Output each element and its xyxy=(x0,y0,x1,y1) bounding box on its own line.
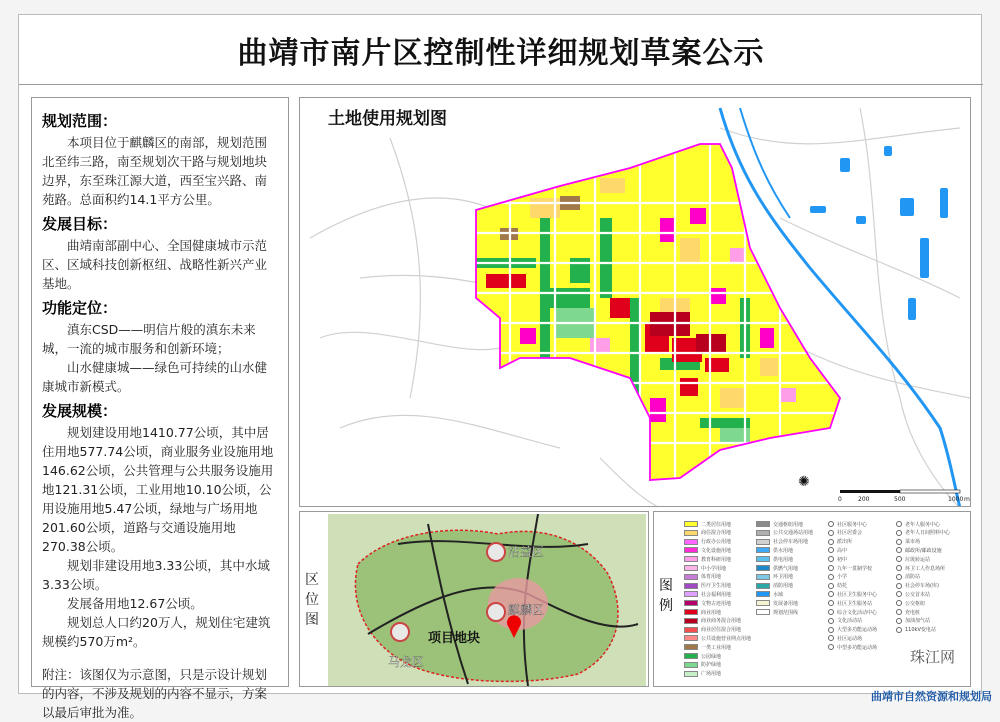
scale-heading: 发展规模： xyxy=(42,402,278,421)
legend-item xyxy=(828,617,862,625)
legend-item xyxy=(684,573,721,581)
project-label: 项目地块 xyxy=(428,630,480,646)
legend-swatch xyxy=(896,627,902,633)
legend-item-label: 派出所 xyxy=(837,538,852,545)
legend-swatch xyxy=(828,591,834,597)
legend-item xyxy=(756,608,798,616)
legend-swatch xyxy=(684,653,698,659)
legend-item-label: 社区卫生服务站 xyxy=(837,600,872,607)
legend-swatch xyxy=(828,521,834,527)
legend-item xyxy=(828,520,867,528)
legend-item-label: 商住混合用地 xyxy=(701,529,731,536)
scale-tick-0: 0 xyxy=(838,496,842,503)
scale-text-2: 规划非建设用地3.33公顷，其中水域3.33公顷。 xyxy=(42,556,278,594)
legend-item-label: 中小学用地 xyxy=(701,565,726,572)
page-title: 曲靖市南片区控制性详细规划草案公示 xyxy=(19,15,983,85)
legend-item xyxy=(684,529,731,537)
scale-bar xyxy=(798,474,970,503)
legend-swatch xyxy=(828,530,834,536)
role-heading: 功能定位： xyxy=(42,299,278,318)
legend-item-label: 环卫工人作息场所 xyxy=(905,565,945,572)
legend-item-label: 二类居住用地 xyxy=(701,521,731,528)
legend-item-label: 教育科研用地 xyxy=(701,556,731,563)
legend-item xyxy=(896,546,942,554)
legend-item xyxy=(828,608,877,616)
scale-tick-2: 500 xyxy=(894,496,906,503)
legend-item xyxy=(896,555,930,563)
location-map xyxy=(328,514,646,686)
legend-item xyxy=(828,634,862,642)
legend-swatch xyxy=(684,600,698,606)
legend-item-label: 综合文化活动中心 xyxy=(837,609,877,616)
legend-item-label: 垃圾转运站 xyxy=(905,556,930,563)
legend-item-label: 初中 xyxy=(837,556,847,563)
legend-swatch xyxy=(828,556,834,562)
legend-item xyxy=(684,590,731,598)
legend-swatch xyxy=(684,635,698,641)
goal-text: 曲靖南部副中心、全国健康城市示范区、区域科技创新枢纽、战略性新兴产业基地。 xyxy=(42,236,278,293)
legend-item xyxy=(896,599,925,607)
goal-heading: 发展目标： xyxy=(42,215,278,234)
legend-item xyxy=(684,582,731,590)
legend-item-label: 小学 xyxy=(837,573,847,580)
map-title: 土地使用规划图 xyxy=(328,104,447,129)
legend-swatch xyxy=(828,539,834,545)
legend-swatch xyxy=(756,539,770,545)
legend-swatch xyxy=(828,583,834,589)
location-label: 区位图 xyxy=(304,570,320,630)
legend-swatch xyxy=(896,521,902,527)
location-map-svg xyxy=(328,514,646,686)
legend-item-label: 文化活动站 xyxy=(837,617,862,624)
legend-item xyxy=(828,546,847,554)
legend-swatch xyxy=(684,521,698,527)
legend-item xyxy=(828,643,877,651)
legend-item xyxy=(896,617,930,625)
legend-item xyxy=(756,599,798,607)
info-panel xyxy=(31,97,289,687)
legend-swatch xyxy=(896,565,902,571)
legend-item xyxy=(684,643,731,651)
legend-item xyxy=(684,617,741,625)
legend-item xyxy=(684,652,721,660)
planning-area-blocks xyxy=(470,138,850,488)
legend-item xyxy=(756,520,803,528)
legend-item xyxy=(684,608,721,616)
legend-item xyxy=(896,582,939,590)
scale-tick-1: 200 xyxy=(858,496,870,503)
legend-item-label: 供水用地 xyxy=(773,547,793,554)
legend-item-label: 商业用地 xyxy=(701,609,721,616)
legend-item-label: 大型多功能运动场 xyxy=(837,626,877,633)
legend-swatch xyxy=(756,521,770,527)
legend-item-label: 社会停车场(库) xyxy=(905,582,939,589)
legend-item xyxy=(756,529,813,537)
legend-item-label: 社区居委会 xyxy=(837,529,862,536)
legend-swatch xyxy=(896,539,902,545)
legend-swatch xyxy=(896,574,902,580)
scope-text: 本项目位于麒麟区的南部，规划范围北至纬三路，南至规划次干路与规划地块边界，东至珠江源大道，西至宝兴路、南苑路。总面积约14.1平方公里。 xyxy=(42,133,278,209)
legend-item xyxy=(828,626,877,634)
legend-item xyxy=(684,520,731,528)
legend-swatch xyxy=(828,574,834,580)
legend-item xyxy=(828,582,847,590)
legend-item-label: 九年一贯制学校 xyxy=(837,565,872,572)
legend-swatch xyxy=(828,644,834,650)
legend-item-label: 商业居住混合用地 xyxy=(701,626,741,633)
scale-tick-3: 1000 xyxy=(948,496,963,503)
legend-item-label: 行政办公用地 xyxy=(701,538,731,545)
legend-item-label: 医疗卫生用地 xyxy=(701,582,731,589)
legend-swatch xyxy=(828,547,834,553)
legend-swatch xyxy=(756,583,770,589)
legend-item-label: 公共设施营业网点用地 xyxy=(701,635,751,642)
legend-swatch xyxy=(684,662,698,668)
district-north-label: 沾益区 xyxy=(508,544,544,559)
legend-item xyxy=(756,538,808,546)
legend-item xyxy=(896,538,920,546)
legend-swatch xyxy=(756,547,770,553)
legend-item xyxy=(896,626,936,634)
legend-item xyxy=(684,538,731,546)
legend-item xyxy=(828,590,877,598)
note-text: 附注：该图仅为示意图，只是示设计规划的内容，不涉及规划的内容不显示，方案以最后审批为准。 xyxy=(42,665,278,722)
legend-swatch xyxy=(684,671,698,677)
legend-item xyxy=(828,529,862,537)
scale-unit: m xyxy=(964,496,970,503)
legend-item-label: 环卫用地 xyxy=(773,573,793,580)
legend-item xyxy=(756,564,798,572)
legend-item xyxy=(828,555,847,563)
legend-swatch xyxy=(756,600,770,606)
legend-swatch xyxy=(756,609,770,615)
legend-item-label: 商业商务混合用地 xyxy=(701,617,741,624)
scale-text-1: 规划建设用地1410.77公顷，其中居住用地577.74公顷，商业服务业设施用地146.62公顷，公共管理与公共服务设施用地121.31公顷，工业用地10.10公顷，公用设施用地5.47公顷，绿地与广场用地201.60公顷，道路与交通设施用地270.38公顷。 xyxy=(42,423,278,556)
legend-swatch xyxy=(828,618,834,624)
legend-item xyxy=(684,670,721,678)
legend-item-label: 公交首末站 xyxy=(905,591,930,598)
scope-heading: 规划范围： xyxy=(42,112,278,131)
legend-item-label: 消防用地 xyxy=(773,582,793,589)
legend-swatch xyxy=(896,556,902,562)
scale-text-4: 规划总人口约20万人，规划住宅建筑规模约570万m²。 xyxy=(42,613,278,651)
legend-item xyxy=(684,661,721,669)
legend-item-label: 幼托 xyxy=(837,582,847,589)
legend-swatch xyxy=(684,530,698,536)
legend-item-label: 发展备用地 xyxy=(773,600,798,607)
legend-swatch xyxy=(684,574,698,580)
legend-item-label: 110kV变电站 xyxy=(905,626,936,633)
legend-item xyxy=(896,573,920,581)
legend-item xyxy=(684,546,731,554)
legend-item-label: 加油加气站 xyxy=(905,617,930,624)
legend-swatch xyxy=(756,530,770,536)
role-text-1: 滇东CSD——明信片般的滇东未来城，一流的城市服务和创新环境； xyxy=(42,320,278,358)
legend-item xyxy=(684,555,731,563)
legend-item-label: 高中 xyxy=(837,547,847,554)
legend-swatch xyxy=(828,600,834,606)
legend-swatch xyxy=(684,556,698,562)
legend-item-label: 公交枢纽 xyxy=(905,600,925,607)
land-use-map xyxy=(299,97,971,507)
legend-item xyxy=(756,573,793,581)
legend-item-label: 社会停车场用地 xyxy=(773,538,808,545)
legend-item xyxy=(896,590,930,598)
legend-item-label: 消防站 xyxy=(905,573,920,580)
legend-item xyxy=(684,599,731,607)
legend-item xyxy=(896,529,950,537)
legend-item xyxy=(896,564,945,572)
legend-item-label: 广场用地 xyxy=(701,670,721,677)
legend-item-label: 规划范围线 xyxy=(773,609,798,616)
legend-swatch xyxy=(828,565,834,571)
legend-swatch xyxy=(756,565,770,571)
district-center-label: 麒麟区 xyxy=(508,602,544,617)
legend-swatch xyxy=(896,583,902,589)
legend-item xyxy=(828,599,872,607)
legend-item xyxy=(828,564,872,572)
river-branch xyxy=(740,108,790,218)
legend-item-label: 公园绿地 xyxy=(701,653,721,660)
legend-item xyxy=(828,538,852,546)
legend-swatch xyxy=(896,591,902,597)
legend-item-label: 一类工业用地 xyxy=(701,644,731,651)
location-map-panel xyxy=(299,511,649,687)
legend-swatch xyxy=(684,618,698,624)
legend-item-label: 社区卫生服务中心 xyxy=(837,591,877,598)
legend-swatch xyxy=(684,583,698,589)
legend-item xyxy=(896,520,940,528)
legend-swatch xyxy=(756,556,770,562)
legend-item-label: 供电用地 xyxy=(773,556,793,563)
legend-swatch xyxy=(896,600,902,606)
legend-item-label: 充电桩 xyxy=(905,609,920,616)
legend-item xyxy=(756,555,793,563)
legend-item-label: 公共交通场站用地 xyxy=(773,529,813,536)
legend-item-label: 供燃气用地 xyxy=(773,565,798,572)
legend-item xyxy=(684,564,726,572)
legend-swatch xyxy=(684,547,698,553)
legend-item-label: 文物古迹用地 xyxy=(701,600,731,607)
legend-swatch xyxy=(684,565,698,571)
legend-item-label: 社会福利用地 xyxy=(701,591,731,598)
legend-item-label: 体育用地 xyxy=(701,573,721,580)
legend-swatch xyxy=(896,530,902,536)
legend-swatch xyxy=(828,609,834,615)
land-use-map-svg xyxy=(300,98,971,507)
legend-item xyxy=(896,608,920,616)
legend-item-label: 交通枢纽用地 xyxy=(773,521,803,528)
watermark: 珠江网 xyxy=(910,646,955,667)
legend-swatch xyxy=(684,627,698,633)
legend-item-label: 老年人日间照料中心 xyxy=(905,529,950,536)
legend-item xyxy=(684,626,741,634)
legend-item xyxy=(756,546,793,554)
legend-item-label: 菜市场 xyxy=(905,538,920,545)
legend-item-label: 文化设施用地 xyxy=(701,547,731,554)
poster-frame xyxy=(18,14,982,694)
legend-item-label: 水域 xyxy=(773,591,783,598)
legend-swatch xyxy=(828,635,834,641)
legend-item xyxy=(684,634,751,642)
north-arrow-icon: ✺ xyxy=(798,474,810,490)
legend-item xyxy=(756,582,793,590)
legend-item-label: 中型多功能运动场 xyxy=(837,644,877,651)
district-south-label: 马龙区 xyxy=(388,654,424,669)
legend-item-label: 社区运动场 xyxy=(837,635,862,642)
legend-swatch xyxy=(896,609,902,615)
legend-swatch xyxy=(756,574,770,580)
legend-swatch xyxy=(684,609,698,615)
legend-item-label: 社区服务中心 xyxy=(837,521,867,528)
scale-text-3: 发展备用地12.67公顷。 xyxy=(42,594,278,613)
legend-swatch xyxy=(828,627,834,633)
legend-item xyxy=(756,590,783,598)
legend-swatch xyxy=(684,539,698,545)
legend-item-label: 邮政所/邮政设施 xyxy=(905,547,942,554)
footer-publisher: 曲靖市自然资源和规划局 xyxy=(871,688,992,704)
legend-label: 图例 xyxy=(658,576,674,616)
legend-item xyxy=(828,573,847,581)
legend-swatch xyxy=(684,591,698,597)
legend-item-label: 老年人服务中心 xyxy=(905,521,940,528)
legend-swatch xyxy=(684,644,698,650)
legend-swatch xyxy=(896,618,902,624)
legend-item-label: 防护绿地 xyxy=(701,661,721,668)
role-text-2: 山水健康城——绿色可持续的山水健康城市新模式。 xyxy=(42,358,278,396)
legend-swatch xyxy=(756,591,770,597)
legend-swatch xyxy=(896,547,902,553)
